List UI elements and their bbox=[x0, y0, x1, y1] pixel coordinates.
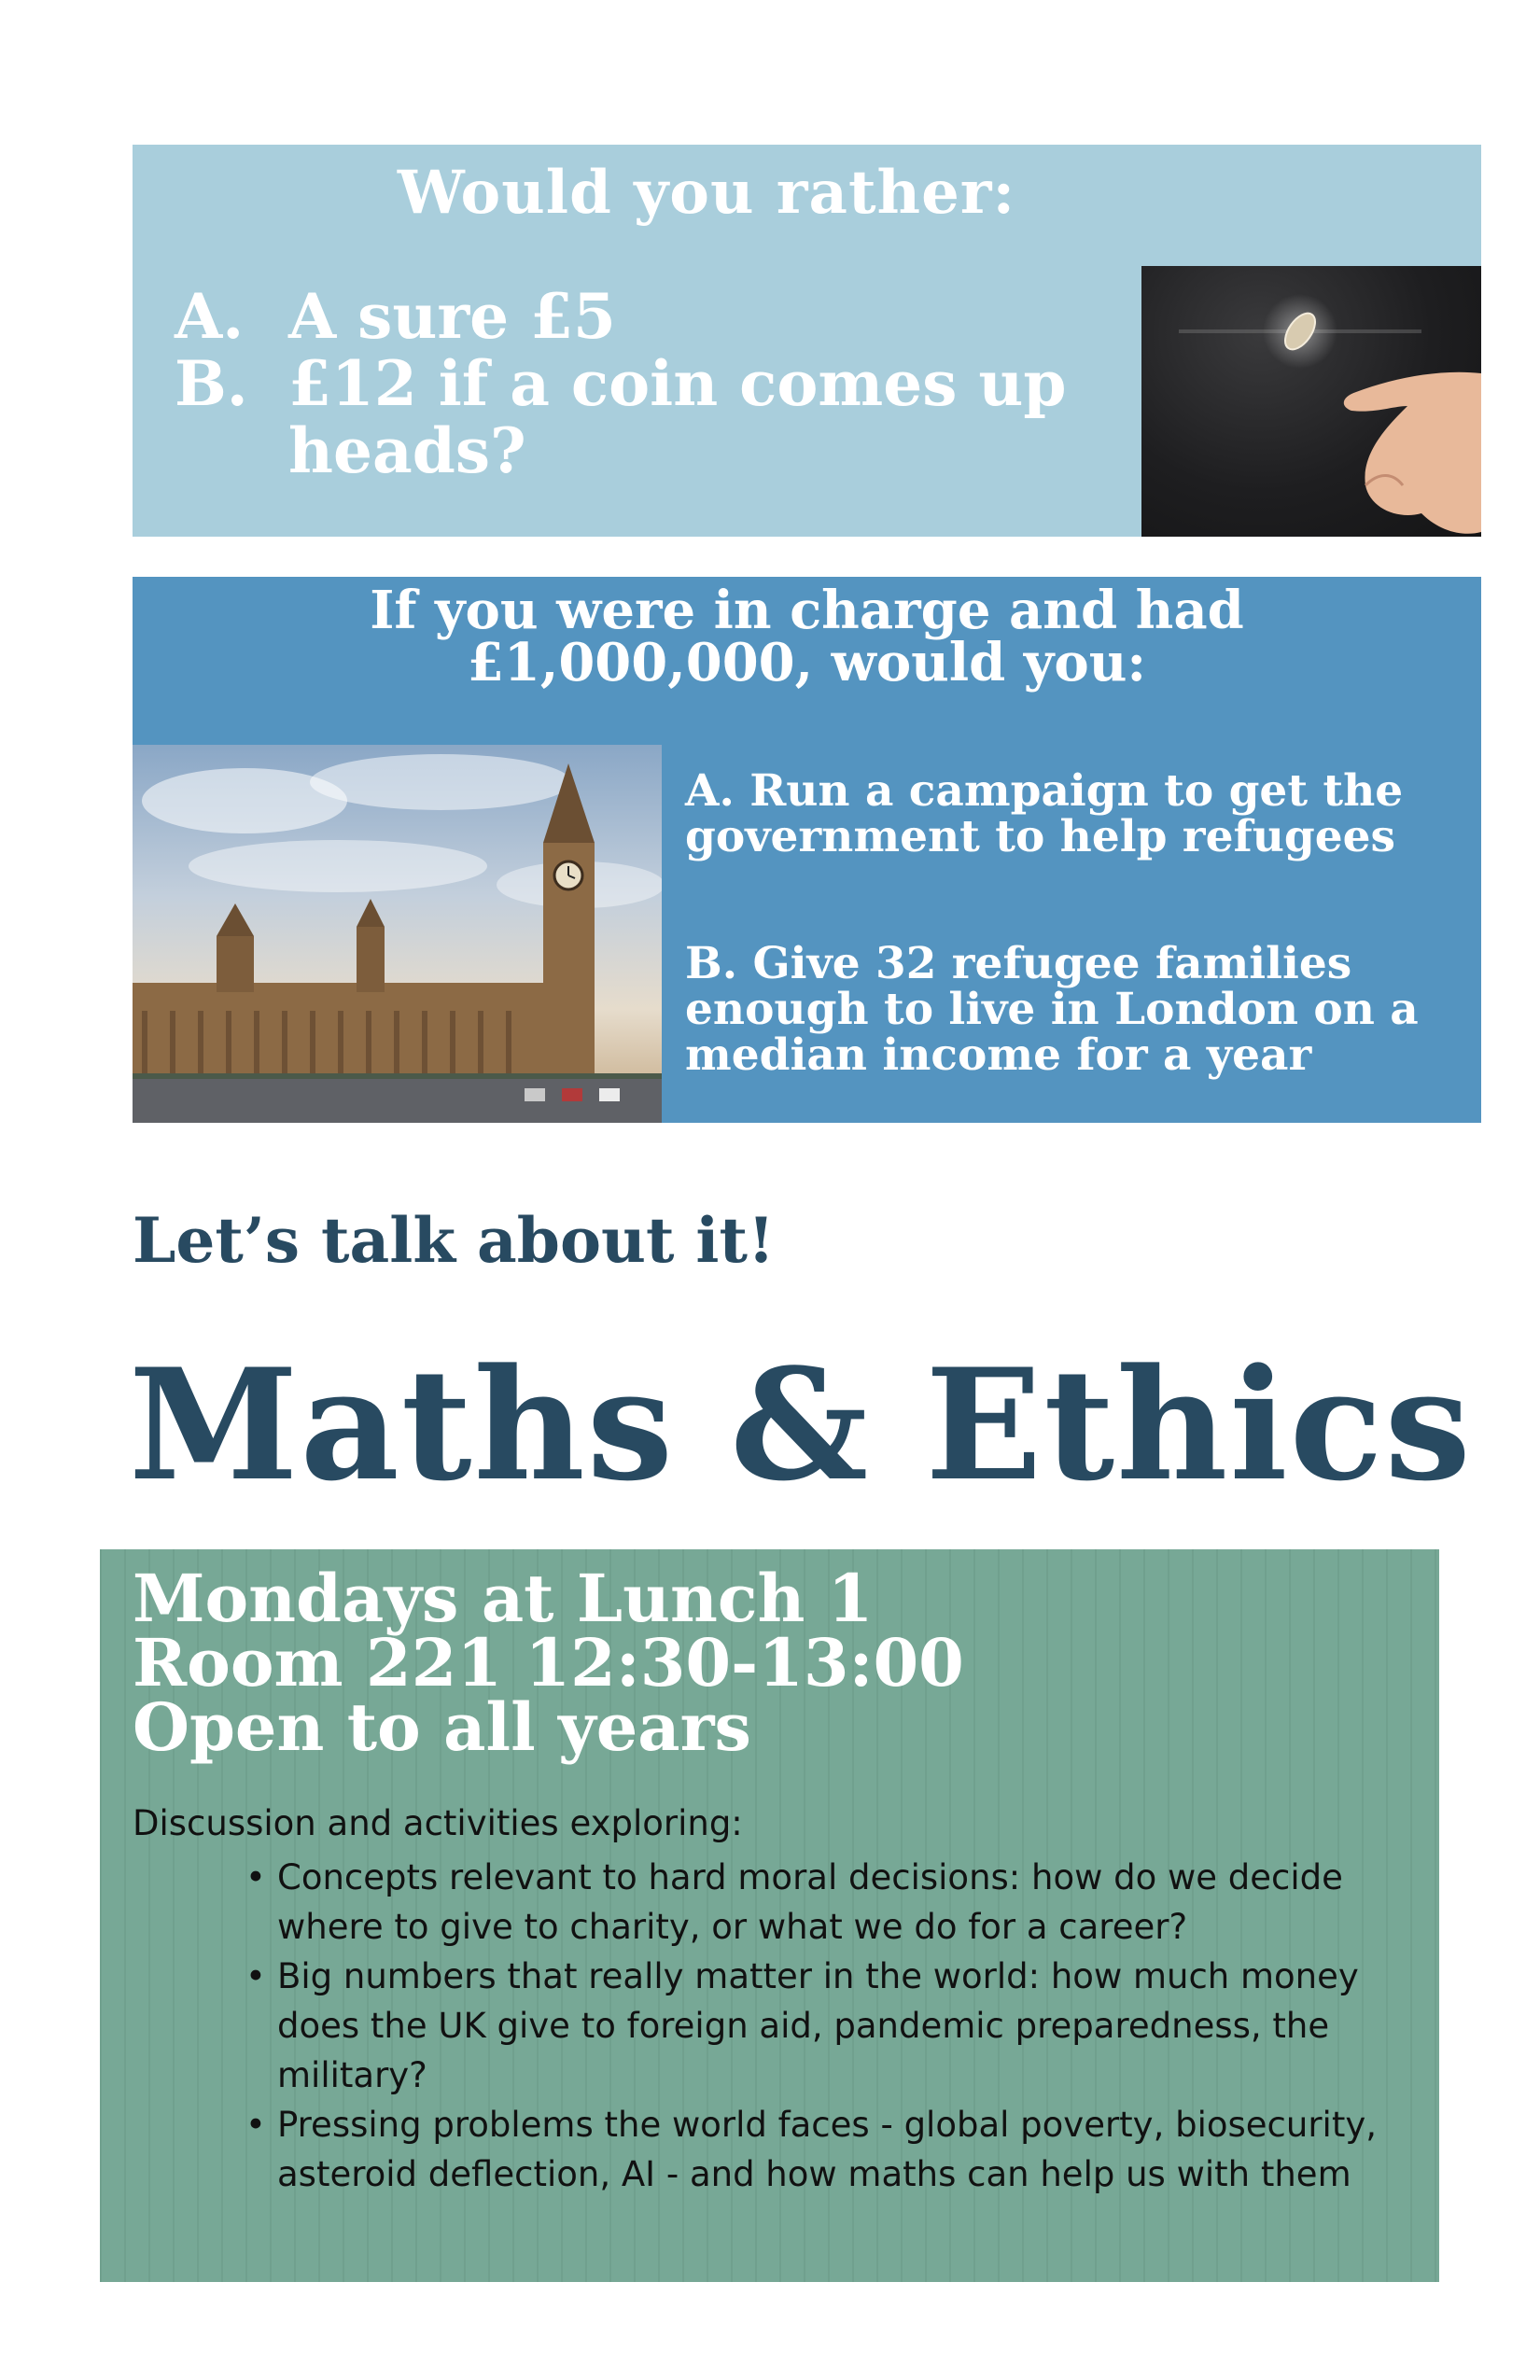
tagline: Let’s talk about it! bbox=[133, 1204, 775, 1277]
meeting-details bbox=[133, 1560, 964, 1766]
page-title: Maths & Ethics bbox=[129, 1335, 1473, 1515]
question-title-line2: £1,000,000, would you: bbox=[467, 632, 1147, 693]
list-item-text: Big numbers that really matter in the world: how much money does the UK give to foreign aid, pandemic preparedness, the military? bbox=[277, 1956, 1359, 2095]
list-item-text: Pressing problems the world faces - global poverty, biosecurity, asteroid deflection, AI - and how maths can help us with them bbox=[277, 2105, 1377, 2194]
list-item bbox=[245, 1952, 1425, 2100]
list-item bbox=[245, 2100, 1425, 2199]
option-a bbox=[175, 280, 1110, 353]
topic-list bbox=[245, 1853, 1425, 2199]
option-b-refugee-families: B. Give 32 refugee families enough to live in London on a median income for a year bbox=[685, 938, 1419, 1081]
option-text: £12 if a coin comes up heads? bbox=[288, 347, 1067, 487]
option-letter: B. bbox=[175, 347, 248, 420]
meeting-audience: Open to all years bbox=[133, 1688, 751, 1766]
option-a-campaign: A. Run a campaign to get the government to help refugees bbox=[685, 765, 1404, 862]
option-text: A sure £5 bbox=[288, 280, 616, 353]
option-letter: A. bbox=[175, 280, 245, 353]
coin-flip-photo bbox=[1141, 266, 1481, 537]
charge-question-panel bbox=[133, 577, 1481, 1123]
big-ben-parliament-photo bbox=[133, 745, 662, 1123]
list-item bbox=[245, 1853, 1425, 1952]
intro-text: Discussion and activities exploring: bbox=[133, 1803, 743, 1843]
option-b bbox=[175, 347, 1110, 487]
question-title bbox=[133, 580, 1481, 693]
question-title: Would you rather: bbox=[397, 158, 1016, 228]
meeting-room-time: Room 221 12:30-13:00 bbox=[133, 1624, 964, 1701]
bullet-icon: • bbox=[245, 1956, 266, 1996]
bullet-icon: • bbox=[245, 2105, 266, 2145]
question-title-line1: If you were in charge and had bbox=[370, 580, 1244, 641]
meeting-day: Mondays at Lunch 1 bbox=[133, 1560, 874, 1637]
details-box bbox=[100, 1549, 1439, 2282]
list-item-text: Concepts relevant to hard moral decisions: how do we decide where to give to charity, or what we do for a career? bbox=[277, 1857, 1343, 1947]
bullet-icon: • bbox=[245, 1857, 266, 1897]
would-you-rather-panel bbox=[133, 145, 1481, 537]
